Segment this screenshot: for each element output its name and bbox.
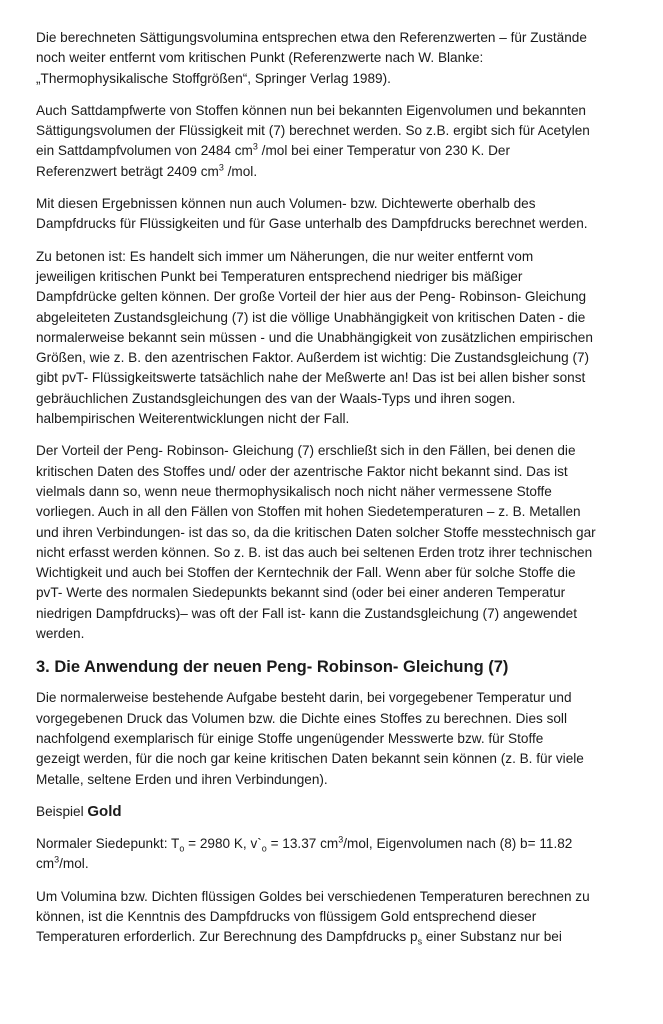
paragraph-task: Die normalerweise bestehende Aufgabe besteht darin, bei vorgegebener Temperatur und vorgegebenen Druck das Volumen bzw. die Dichte eines Stoffes zu berechnen. Dies soll nachfolgend exemplarisch für einige Stoffe ungenügender Messwerte bzw. für Stoffe gezeigt werden, für die noch gar keine kritischen Daten bekannt sein können (z. B. für viele Metalle, seltene Erden und ihren Verbindungen). <box>36 690 584 787</box>
paragraph-approximations: Zu betonen ist: Es handelt sich immer um Näherungen, die nur weiter entfernt vom jeweiligen kritischen Punkt bei Temperaturen entsprechend niedriger bis mäßiger Dampfdrücke gelten können. Der große Vorteil der hier aus der Peng- Robinson- Gleichung abgeleiteten Zustandsgleichung (7) ist die völlige Unabhängigkeit von kritischen Daten - die normalerweise bekannt sein müssen - und die Unabhängigkeit von zusätzlichen empirischen Größen, wie z. B. den azentrischen Faktor. Außerdem ist wichtig: Die Zustandsgleichung (7) gibt pvT- Flüssigkeitswerte tatsächlich nahe der Meßwerte an! Das ist bei allen bisher sonst gebräuchlichen Zustandsgleichungen des van der Waals-Typs und ihren sogen. halbempirischen Weiterentwicklungen nicht der Fall. <box>36 248 593 427</box>
paragraph-advantage: Der Vorteil der Peng- Robinson- Gleichung (7) erschließt sich in den Fällen, bei denen die kritischen Daten des Stoffes und/ oder der azentrische Faktor nicht bekannt sind. Das ist vielmals dann so, wenn neue thermophysikalisch noch nicht näher vermessene Stoffe vorliegen. Auch in all den Fällen von Stoffen mit hohen Siedetemperaturen – z. B. Metallen und ihren Verbindungen- ist das so, da die kritischen Daten solcher Stoffe messtechnisch gar nicht erfasst werden können. So z. B. ist das auch bei seltenen Erden trotz ihrer technischen Wichtigkeit und auch bei Stoffen der Kerntechnik der Fall. Wenn aber für solche Stoffe die pvT- Werte des normalen Siedepunkts bekannt sind (oder bei einer anderen Temperatur niedrigen Dampfdrucks)– was oft der Fall ist- kann die Zustandsgleichung (7) angewendet werden. <box>36 443 596 642</box>
example-name: Gold <box>87 802 122 820</box>
document-page <box>36 28 642 960</box>
paragraph-saturated-vapor: Auch Sattdampfwerte von Stoffen können nun bei bekannten Eigenvolumen und bekannten Sättigungsvolumen der Flüssigkeit mit (7) berechnet werden. So z.B. ergibt sich für Acetylen ein Sattdampfvolumen von 2484 $cm^3$ /mol bei einer Temperatur von 230 K. Der Referenzwert beträgt 2409 $cm^3$ /mol. <box>36 102 590 179</box>
paragraph-gold-data: Normaler Siedepunkt: $T_o = 2980$ K, $v`_o = 13.37$ $cm^3$/mol, Eigenvolumen nach (8) b= 11.82 $cm^3$/mol. <box>36 834 573 872</box>
paragraph-saturation-volumes: Die berechneten Sättigungsvolumina entsprechen etwa den Referenzwerten – für Zustände noch weiter entfernt vom kritischen Punkt (Referenzwerte nach W. Blanke: „Thermophysikalische Stoffgrößen“, Springer Verlag 1989). <box>36 30 587 86</box>
paragraph-gold-volumes: Um Volumina bzw. Dichten flüssigen Goldes bei verschiedenen Temperaturen berechnen zu können, ist die Kenntnis des Dampfdrucks von flüssigem Gold entsprechend dieser Temperaturen erforderlich. Zur Berechnung des Dampfdrucks $p_s$ einer Substanz nur bei <box>36 888 590 947</box>
example-label: Beispiel Gold <box>36 802 122 820</box>
section-heading: 3. Die Anwendung der neuen Peng- Robinson- Gleichung (7) <box>36 658 509 677</box>
paragraph-density-values: Mit diesen Ergebnissen können nun auch Volumen- bzw. Dichtewerte oberhalb des Dampfdrucks für Flüssigkeiten und für Gase unterhalb des Dampfdrucks berechnet werden. <box>36 196 588 232</box>
